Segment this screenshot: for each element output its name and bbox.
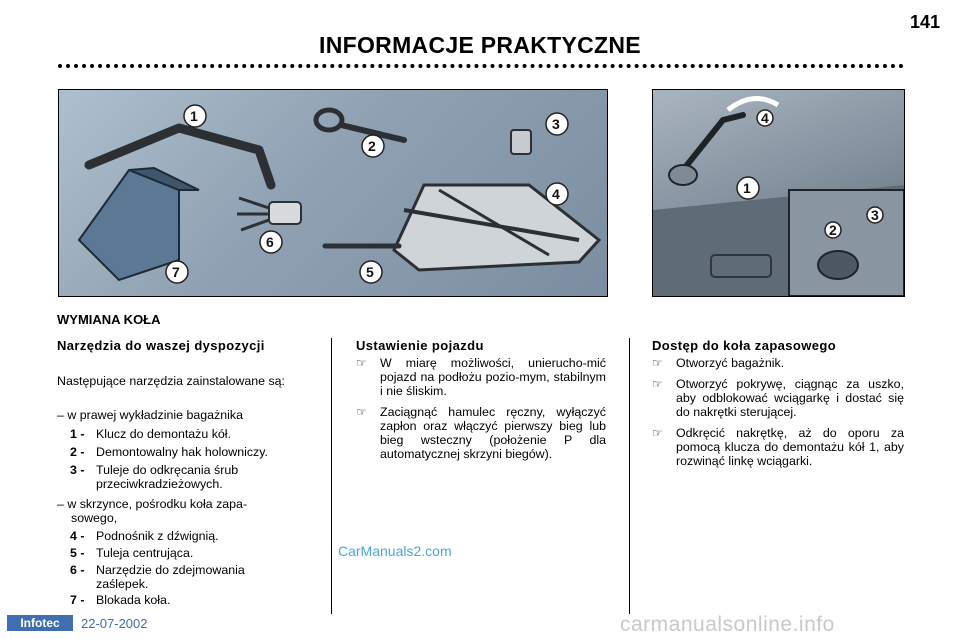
page-number: 141 bbox=[910, 12, 941, 32]
column1-group2-line2: sowego, bbox=[71, 511, 118, 525]
column2-list bbox=[356, 356, 606, 468]
section-title: WYMIANA KOŁA bbox=[57, 312, 161, 327]
svg-text:2: 2 bbox=[368, 138, 376, 154]
svg-text:5: 5 bbox=[366, 264, 374, 280]
dotted-divider bbox=[58, 64, 904, 68]
trunk-figure bbox=[652, 89, 905, 297]
footer-badge: Infotec bbox=[7, 615, 73, 631]
watermark-site: CarManuals2.com bbox=[338, 543, 452, 559]
column2-heading: Ustawienie pojazdu bbox=[356, 338, 484, 353]
callout-2-inset bbox=[825, 222, 841, 238]
column3-list bbox=[652, 356, 904, 475]
pointing-hand-icon: ☞ bbox=[356, 356, 367, 370]
tools-illustration bbox=[59, 90, 607, 296]
page-title: INFORMACJE PRAKTYCZNE bbox=[319, 32, 641, 58]
column1-intro: Następujące narzędzia zainstalowane są: bbox=[57, 374, 285, 388]
socket-icon bbox=[511, 130, 531, 154]
tools-figure bbox=[58, 89, 608, 297]
callout-5 bbox=[360, 261, 382, 283]
callout-3 bbox=[546, 113, 568, 135]
callout-6 bbox=[260, 231, 282, 253]
svg-text:3: 3 bbox=[552, 116, 560, 132]
towing-hook-icon bbox=[316, 110, 342, 130]
tool-item-3: 3 - Tuleje do odkręcania śrub przeciwkradzieżowych. bbox=[70, 463, 239, 491]
list-item: ☞ Otworzyć bagażnik. bbox=[652, 356, 785, 370]
svg-text:4: 4 bbox=[761, 110, 769, 126]
pointing-hand-icon: ☞ bbox=[652, 377, 663, 391]
callout-7 bbox=[166, 261, 188, 283]
column1-group2-line1: – w skrzynce, pośrodku koła zapa- bbox=[57, 497, 248, 511]
list-item: ☞ Zaciągnąć hamulec ręczny, wyłączyć zapłon oraz włączyć pierwszy bieg lub bieg wsteczny (położenie P dla automatycznej skrzyni biegów). bbox=[356, 405, 606, 461]
control-nut-icon bbox=[669, 165, 697, 185]
column1-heading: Narzędzia do waszej dyspozycji bbox=[57, 338, 265, 353]
column-divider-left bbox=[331, 338, 332, 614]
pointing-hand-icon: ☞ bbox=[652, 356, 663, 370]
column-divider-right bbox=[629, 338, 630, 614]
tool-item-4: 4 - Podnośnik z dźwignią. bbox=[70, 529, 219, 543]
callout-1 bbox=[737, 177, 759, 199]
tool-item-7: 7 - Blokada koła. bbox=[70, 593, 171, 607]
callout-4 bbox=[546, 183, 568, 205]
list-item: ☞ Otworzyć pokrywę, ciągnąc za uszko, aby odblokować wciągarkę i dostać się do nakrętki sterującej. bbox=[652, 377, 904, 419]
tool-item-6: 6 - Narzędzie do zdejmowania zaślepek. bbox=[70, 563, 245, 591]
svg-text:1: 1 bbox=[190, 108, 198, 124]
cap-remover-icon bbox=[237, 198, 301, 230]
list-item: ☞ Odkręcić nakrętkę, aż do oporu za pomocą klucza do demontażu kół 1, aby rozwinąć linkę wciągarki. bbox=[652, 426, 904, 468]
tool-item-5: 5 - Tuleja centrująca. bbox=[70, 546, 194, 560]
callout-1 bbox=[184, 105, 206, 127]
rotation-arrow-icon bbox=[728, 99, 778, 110]
trunk-illustration bbox=[653, 90, 904, 296]
svg-text:6: 6 bbox=[266, 234, 274, 250]
pointing-hand-icon: ☞ bbox=[356, 405, 367, 419]
column3-heading: Dostęp do koła zapasowego bbox=[652, 338, 837, 353]
callout-4 bbox=[757, 110, 773, 126]
wheel-wrench-icon bbox=[89, 128, 271, 185]
pointing-hand-icon: ☞ bbox=[652, 426, 663, 440]
tool-item-2: 2 - Demontowalny hak holowniczy. bbox=[70, 445, 268, 459]
column1-group1: – w prawej wykładzinie bagażnika bbox=[57, 408, 243, 422]
svg-text:3: 3 bbox=[871, 207, 879, 223]
detail-inset bbox=[789, 190, 904, 296]
jack-icon bbox=[394, 185, 599, 270]
watermark-bottom: carmanualsonline.info bbox=[620, 613, 835, 636]
list-item: ☞ W miarę możliwości, unierucho-mić pojazd na podłożu pozio-mym, stabilnym i nie śliskim. bbox=[356, 356, 606, 398]
wheel-wrench-icon bbox=[683, 115, 743, 170]
footer-date: 22-07-2002 bbox=[81, 616, 148, 631]
callout-2 bbox=[362, 135, 384, 157]
svg-text:2: 2 bbox=[829, 222, 837, 238]
tool-item-1: 1 - Klucz do demontażu kół. bbox=[70, 427, 231, 441]
svg-text:1: 1 bbox=[743, 180, 751, 196]
svg-text:7: 7 bbox=[172, 264, 180, 280]
svg-text:4: 4 bbox=[552, 186, 560, 202]
callout-3-inset bbox=[867, 207, 883, 223]
